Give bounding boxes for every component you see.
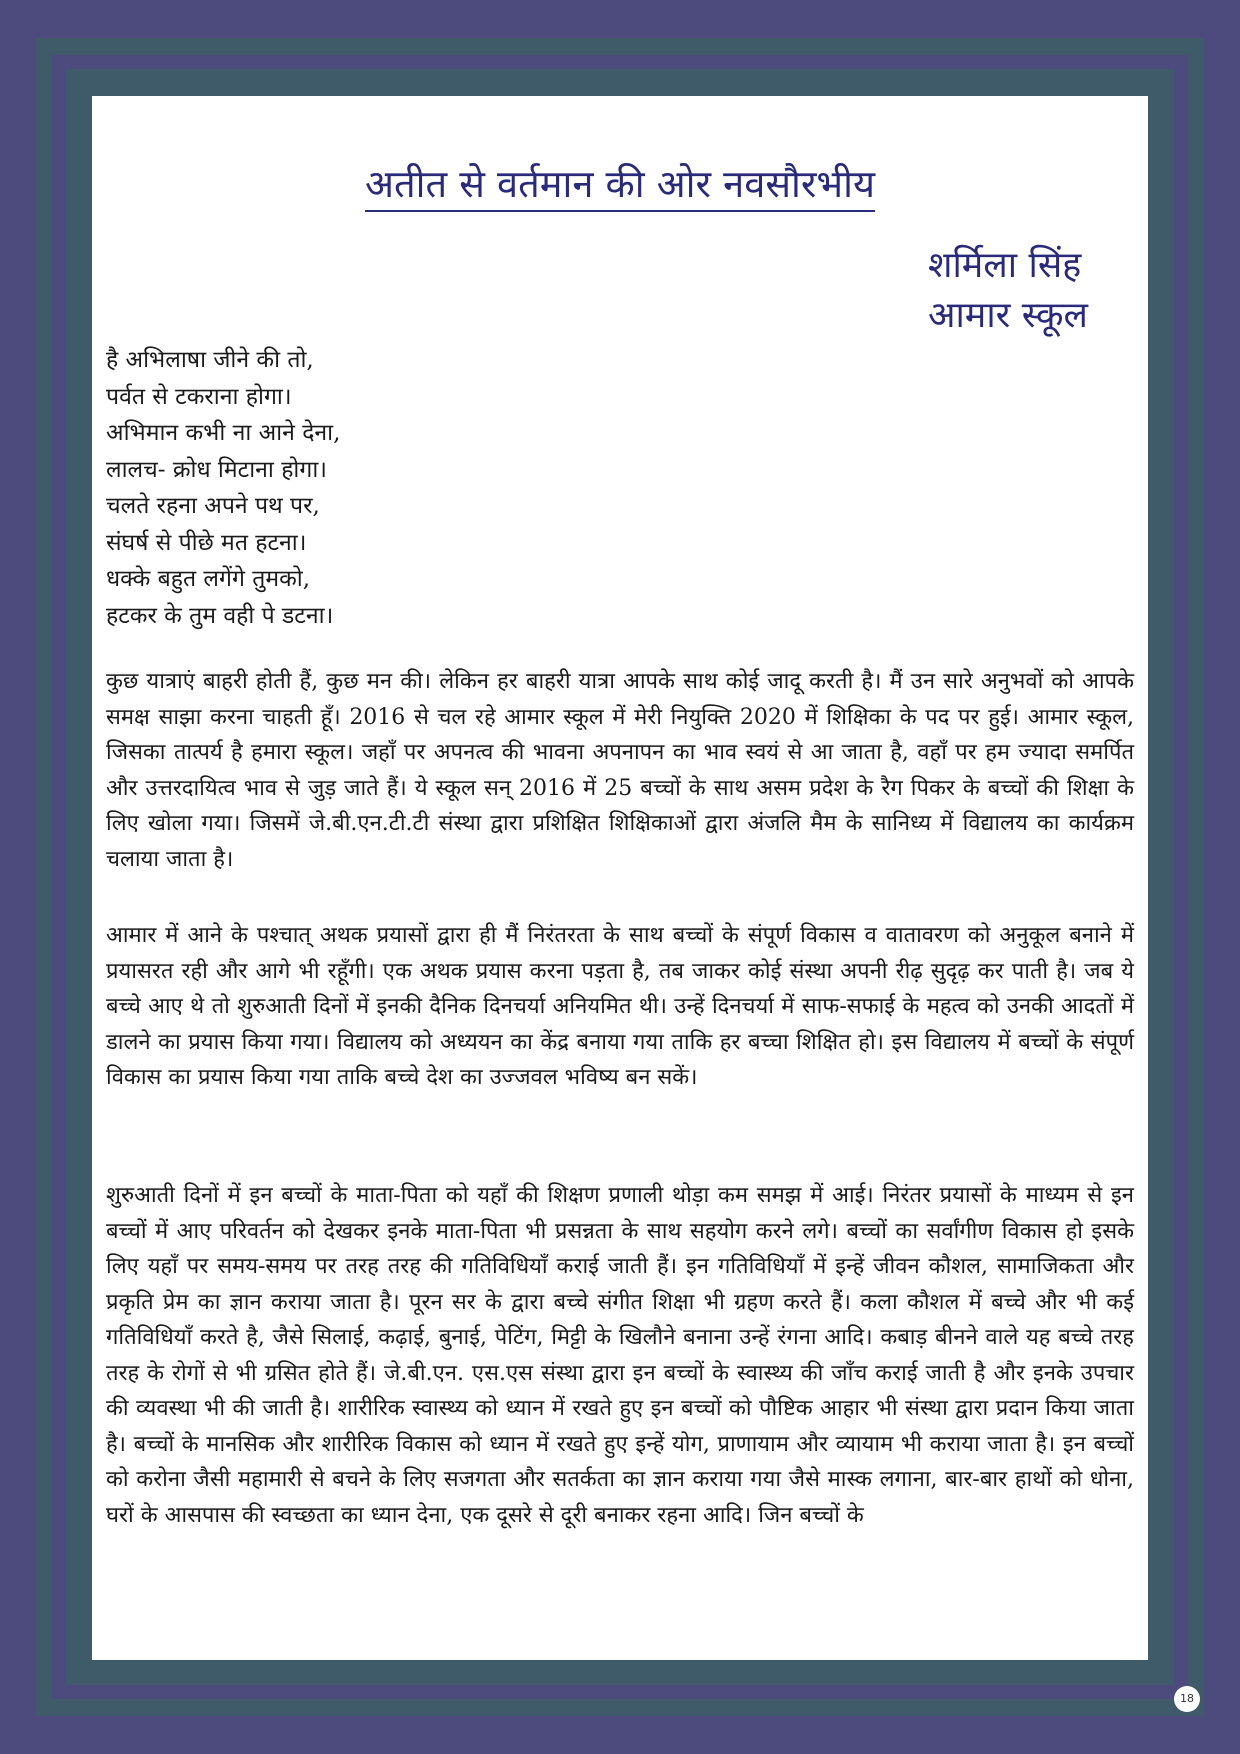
poem xyxy=(106,342,606,634)
paragraph: कुछ यात्राएं बाहरी होती हैं, कुछ मन की। लेकिन हर बाहरी यात्रा आपके साथ कोई जादू करती है। मैं उन सारे अनुभवों को आपके समक्ष साझा करना चाहती हूँ। 2016 से चल रहे आमार स्कूल में मेरी नियुक्ति 2020 में शिक्षिका के पद पर हुई। आमार स्कूल, जिसका तात्पर्य है हमारा स्कूल। जहाँ पर अपनत्व की भावना अपनापन का भाव स्वयं से आ जाता है, वहाँ पर हम ज्यादा समर्पित और उत्तरदायित्व भाव से जुड़ जाते हैं। ये स्कूल सन् 2016 में 25 बच्चों के साथ असम प्रदेश के रैग पिकर के बच्चों की शिक्षा के लिए खोला गया। जिसमें जे.बी.एन.टी.टी संस्था द्वारा प्रशिक्षित शिक्षिकाओं द्वारा अंजलि मैम के सानिध्य में विद्यालय का कार्यक्रम चलाया जाता है। xyxy=(106,669,1134,872)
poem-line: हटकर के तुम वही पे डटना। xyxy=(106,602,334,629)
page-title xyxy=(92,160,1148,212)
author-name: शर्मिला सिंह xyxy=(928,245,1082,286)
author-affiliation: आमार स्कूल xyxy=(928,295,1088,336)
poem-line: चलते रहना अपने पथ पर, xyxy=(106,493,320,519)
poem-line: संघर्ष से पीछे मत हटना। xyxy=(106,529,307,556)
paragraph: शुरुआती दिनों में इन बच्चों के माता-पिता को यहाँ की शिक्षण प्रणाली थोड़ा कम समझ में आई। निरंतर प्रयासों के माध्यम से इन बच्चों में आए परिवर्तन को देखकर इनके माता-पिता भी प्रसन्नता के साथ सहयोग करने लगे। बच्चों का सर्वांगीण विकास हो इसके लिए यहाँ पर समय-समय पर तरह तरह की गतिविधियाँ कराई जाती हैं। इन गतिविधियाँ में इन्हें जीवन कौशल, सामाजिकता और प्रकृति प्रेम का ज्ञान कराया जाता है। पूरन सर के द्वारा बच्चे संगीत शिक्षा भी ग्रहण करते हैं। कला कौशल में बच्चे और भी कई गतिविधियाँ करते है, जैसे सिलाई, कढ़ाई, बुनाई, पेटिंग, मिट्टी के खिलौने बनाना उन्हें रंगना आदि। कबाड़ बीनने वाले यह बच्चे तरह तरह के रोगों से भी ग्रसित होते हैं। जे.बी.एन. एस.एस संस्था द्वारा इन बच्चों के स्वास्थ्य की जाँच कराई जाती है और इनके उपचार की व्यवस्था भी की जाती है। शारीरिक स्वास्थ्य को ध्यान में रखते हुए इन बच्चों को पौष्टिक आहार भी संस्था द्वारा प्रदान किया जाता है। बच्चों के मानसिक और शारीरिक विकास को ध्यान में रखते हुए इन्हें योग, प्राणायाम और व्यायाम भी कराया जाता है। इन बच्चों को करोना जैसी महामारी से बचने के लिए सजगता और सतर्कता का ज्ञान कराया गया जैसे मास्क लगाना, बार-बार हाथों को धोना, घरों के आसपास की स्वच्छता का ध्यान देना, एक दूसरे से दूरी बनाकर रहना आदि। जिन बच्चों के xyxy=(106,1183,1134,1528)
paragraph: आमार में आने के पश्चात् अथक प्रयासों द्वारा ही मैं निरंतरता के साथ बच्चों के संपूर्ण विकास व वातावरण को अनुकूल बनाने में प्रयासरत रही और आगे भी रहूँगी। एक अथक प्रयास करना पड़ता है, तब जाकर कोई संस्था अपनी रीढ़ सुदृढ़ कर पाती है। जब ये बच्चे आए थे तो शुरुआती दिनों में इनकी दैनिक दिनचर्या अनियमित थी। उन्हें दिनचर्या में साफ-सफाई के महत्व को उनकी आदतों में डालने का प्रयास किया गया। विद्यालय को अध्ययन का केंद्र बनाया गया ताकि हर बच्चा शिक्षित हो। इस विद्यालय में बच्चों के संपूर्ण विकास का प्रयास किया गया ताकि बच्चे देश का उज्जवल भविष्य बन सकें। xyxy=(106,923,1134,1090)
page-content xyxy=(92,96,1148,1660)
page-number: 18 xyxy=(1174,1686,1200,1712)
poem-line: धक्के बहुत लगेंगे तुमको, xyxy=(106,566,311,592)
poem-line: अभिमान कभी ना आने देना, xyxy=(106,420,341,446)
author-block xyxy=(928,241,1088,341)
poem-line: लालच- क्रोध मिटाना होगा। xyxy=(106,456,327,483)
poem-line: पर्वत से टकराना होगा। xyxy=(106,383,292,410)
poem-line: है अभिलाषा जीने की तो, xyxy=(106,347,314,373)
title-text: अतीत से वर्तमान की ओर नवसौरभीय xyxy=(365,160,875,212)
